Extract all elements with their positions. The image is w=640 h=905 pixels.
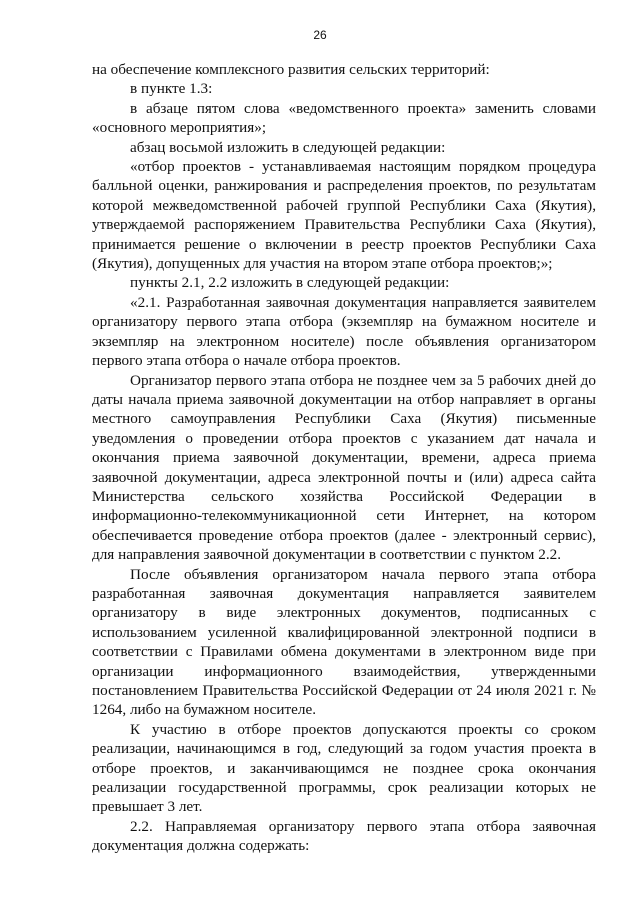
paragraph-organizer-notice: Организатор первого этапа отбора не позднее чем за 5 рабочих дней до даты начала приема заявочной документации на отбор направляет в органы местного самоуправления Республики Саха (Якутия) письменные уведомления о проведении отбора проектов с указанием дат начала и окончания приема заявочной документации, времени, адреса приема заявочной документации, адреса электронной почты и (или) адреса сайта Министерства сельского хозяйства Российской Федерации в информационно-телекоммуникационной сети Интернет, на котором обеспечивается проведение отбора проектов (далее - электронный сервис), для направления заявочной документации в соответствии с пунктом 2.2. [92, 371, 596, 564]
paragraph-point-1-3: в пункте 1.3: [130, 80, 213, 98]
paragraph-electronic-submission: После объявления организатором начала первого этапа отбора разработанная заявочная документация направляется заявителем организатору в виде электронных документов, подписанных с использованием усиленной квалифицированной электронной подписи в соответствии с Правилами обмена документами в электронном виде при организации информационного взаимодействия, утвержденными постановлением Правительства Российской Федерации от 24 июля 2021 г. № 1264, либо на бумажном носителе. [92, 565, 596, 719]
paragraph-continuation: на обеспечение комплексного развития сельских территорий: [92, 61, 490, 78]
paragraph-2-2: 2.2. Направляемая организатору первого этапа отбора заявочная документация должна содержать: [92, 817, 596, 855]
paragraph-project-eligibility: К участию в отборе проектов допускаются проекты со сроком реализации, начинающимся в год, следующий за годом участия проекта в отборе проектов, и заканчивающимся не позднее срока окончания реализации государственной программы, срок реализации которых не превышает 3 лет. [92, 720, 596, 816]
page-number: 26 [313, 28, 327, 42]
paragraph-eighth-subsection: абзац восьмой изложить в следующей редакции: [130, 138, 446, 156]
paragraph-selection-definition: «отбор проектов - устанавливаемая настоящим порядком процедура балльной оценки, ранжирования и распределения проектов, по результатам которой межведомственной рабочей группой Республики Саха (Якутия), утверждаемой распоряжением Правительства Республики Саха (Якутия), принимается решение о включении в реестр проектов Республики Саха (Якутия), допущенных для участия на втором этапе отбора проектов;»; [92, 158, 596, 273]
paragraph-points-2-1-2-2: пункты 2.1, 2.2 изложить в следующей редакции: [130, 274, 450, 292]
paragraph-2-1: «2.1. Разработанная заявочная документация направляется заявителем организатору первого этапа отбора (экземпляр на бумажном носителе и экземпляр на электронном носителе) после объявления организатором первого этапа отбора о начале отбора проектов. [92, 293, 596, 370]
paragraph-fifth-subsection: в абзаце пятом слова «ведомственного проекта» заменить словами «основного мероприятия»; [92, 99, 596, 137]
document-body [92, 60, 596, 856]
